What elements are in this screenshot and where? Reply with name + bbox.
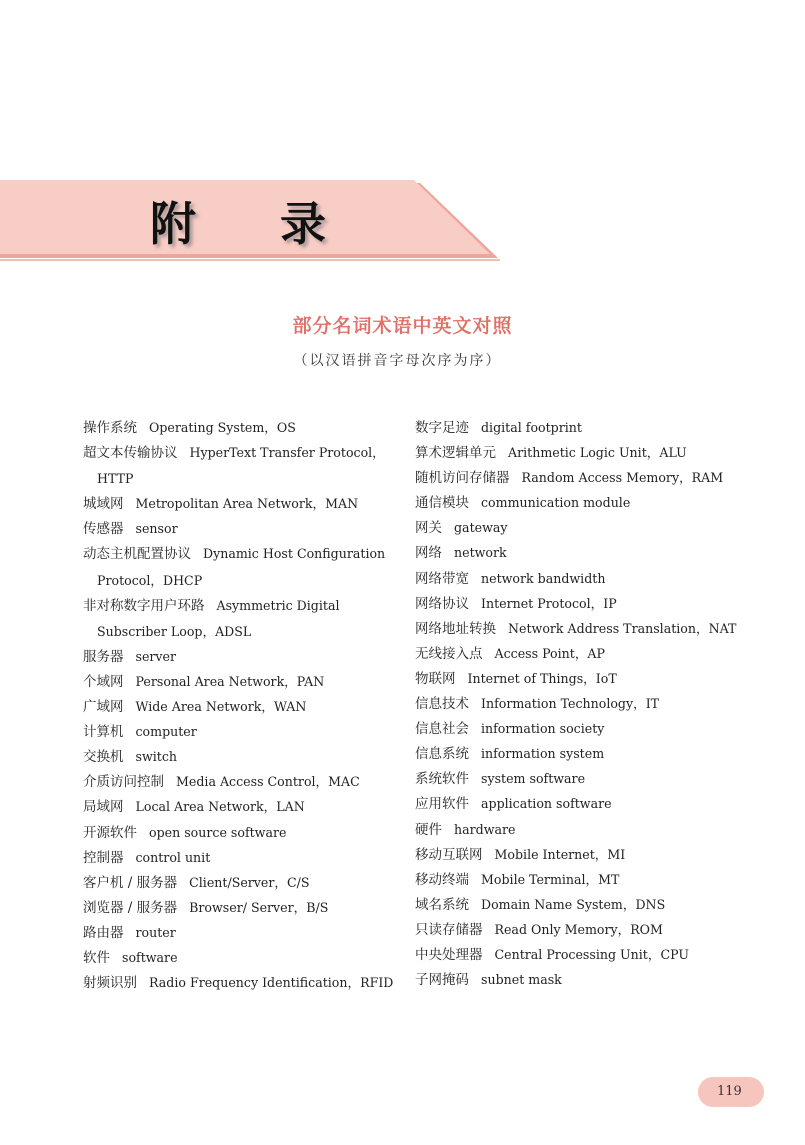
term-chinese: 软件 [83, 949, 110, 966]
glossary-entry [83, 920, 393, 945]
term-english: computer [135, 724, 197, 740]
term-chinese: 客户机 / 服务器 [83, 874, 178, 891]
term-english: Media Access Control，MAC [176, 774, 360, 790]
glossary-entry [415, 666, 745, 691]
glossary-entry [83, 945, 393, 970]
glossary-entry [83, 845, 393, 870]
term-english: communication module [481, 495, 631, 511]
glossary-entry [415, 540, 745, 565]
term-chinese: 射频识别 [83, 975, 137, 992]
page-number: 119 [717, 1084, 742, 1099]
term-english-continued: Subscriber Loop，ADSL [97, 623, 252, 639]
term-chinese: 个域网 [83, 673, 124, 690]
term-english: switch [135, 749, 177, 765]
glossary-entry [415, 691, 745, 716]
term-english: router [135, 924, 176, 940]
term-chinese: 应用软件 [415, 796, 469, 813]
term-english: information society [481, 721, 605, 737]
term-chinese: 网关 [415, 520, 442, 537]
term-english: Radio Frequency Identification，RFID [149, 975, 394, 991]
term-english: network [454, 545, 507, 561]
section-title: 部分名词术语中英文对照 [292, 315, 513, 337]
term-chinese: 浏览器 / 服务器 [83, 899, 178, 916]
term-english: Client/Server，C/S [189, 874, 310, 890]
term-chinese: 广域网 [83, 699, 124, 716]
term-chinese: 无线接入点 [415, 645, 483, 662]
term-english: system software [481, 771, 586, 787]
term-english: Network Address Translation，NAT [508, 620, 737, 636]
glossary-entry [83, 541, 393, 592]
term-english: Operating System，OS [149, 420, 296, 435]
term-english: subnet mask [481, 972, 562, 988]
glossary-entry [415, 490, 745, 515]
glossary-entry [415, 791, 745, 816]
glossary-entry [415, 616, 745, 641]
glossary-entry [415, 892, 745, 917]
term-english: Domain Name System，DNS [481, 896, 666, 912]
term-english: software [122, 949, 178, 965]
term-english: application software [481, 796, 612, 812]
glossary-entry [415, 967, 745, 992]
term-english: Personal Area Network，PAN [135, 673, 325, 689]
term-english: information system [481, 746, 605, 762]
term-chinese: 路由器 [83, 924, 124, 941]
term-english: Internet of Things，IoT [467, 670, 617, 686]
term-chinese: 计算机 [83, 724, 124, 741]
term-english: Random Access Memory，RAM [521, 470, 724, 486]
glossary-entry [415, 766, 745, 791]
term-chinese: 信息社会 [415, 721, 469, 738]
term-english: Internet Protocol，IP [481, 595, 617, 611]
glossary-entry [83, 491, 393, 516]
glossary-entry [83, 440, 393, 491]
term-english: Read Only Memory，ROM [494, 921, 663, 937]
term-chinese: 随机访问存储器 [415, 470, 510, 487]
glossary-entry [83, 669, 393, 694]
term-chinese: 动态主机配置协议 [83, 546, 191, 563]
term-english: digital footprint [481, 420, 582, 435]
term-chinese: 交换机 [83, 749, 124, 766]
glossary-entry [415, 415, 745, 440]
term-chinese: 介质访问控制 [83, 774, 164, 791]
term-chinese: 域名系统 [415, 896, 469, 913]
glossary-entry [83, 415, 393, 440]
term-chinese: 开源软件 [83, 824, 137, 841]
term-english: Arithmetic Logic Unit，ALU [508, 445, 687, 461]
glossary-entry [415, 440, 745, 465]
glossary-right-column [415, 415, 745, 992]
appendix-title: 附 录 [150, 197, 361, 251]
term-english: network bandwidth [481, 570, 606, 586]
glossary-entry [415, 842, 745, 867]
term-chinese: 操作系统 [83, 420, 137, 436]
term-chinese: 信息系统 [415, 746, 469, 763]
glossary-entry [83, 644, 393, 669]
term-english: sensor [135, 521, 178, 537]
term-chinese: 传感器 [83, 521, 124, 538]
term-chinese: 移动终端 [415, 871, 469, 888]
term-english: Access Point，AP [494, 645, 605, 661]
glossary-entry [415, 515, 745, 540]
glossary-entry [415, 942, 745, 967]
term-chinese: 服务器 [83, 648, 124, 665]
glossary-entry [83, 694, 393, 719]
term-english: Browser/ Server，B/S [189, 899, 329, 915]
glossary-entry [415, 591, 745, 616]
term-chinese: 只读存储器 [415, 921, 483, 938]
term-chinese: 非对称数字用户环路 [83, 597, 205, 614]
term-english: control unit [135, 849, 211, 865]
term-english: Information Technology，IT [481, 696, 660, 712]
term-english: Metropolitan Area Network，MAN [135, 496, 359, 512]
term-chinese: 硬件 [415, 821, 442, 838]
term-english: open source software [149, 824, 287, 840]
term-chinese: 算术逻辑单元 [415, 445, 496, 462]
term-english: Mobile Internet，MI [494, 846, 626, 862]
term-english: server [135, 648, 177, 664]
glossary-entry [83, 895, 393, 920]
term-chinese: 网络地址转换 [415, 620, 496, 637]
term-chinese: 网络带宽 [415, 570, 469, 587]
term-english: Dynamic Host Configuration [203, 546, 386, 562]
glossary-entry [83, 794, 393, 819]
term-chinese: 信息技术 [415, 696, 469, 713]
glossary-entry [415, 741, 745, 766]
term-chinese: 系统软件 [415, 771, 469, 788]
term-chinese: 网络协议 [415, 595, 469, 612]
term-chinese: 子网掩码 [415, 972, 469, 989]
glossary-entry [415, 917, 745, 942]
glossary-entry [83, 719, 393, 744]
term-english: Mobile Terminal，MT [481, 871, 620, 887]
glossary-entry [415, 867, 745, 892]
glossary-entry [83, 744, 393, 769]
sort-order-note: （以汉语拼音字母次序为序） [293, 353, 502, 369]
term-chinese: 超文本传输协议 [83, 445, 178, 462]
term-english-continued: Protocol，DHCP [97, 572, 203, 588]
term-chinese: 通信模块 [415, 495, 469, 512]
term-english: Central Processing Unit，CPU [494, 946, 689, 962]
term-chinese: 网络 [415, 545, 442, 562]
glossary-entry [415, 465, 745, 490]
term-chinese: 移动互联网 [415, 846, 483, 863]
glossary-entry [83, 593, 393, 644]
term-chinese: 局域网 [83, 799, 124, 816]
glossary-left-column [83, 415, 393, 995]
term-english: Asymmetric Digital [216, 597, 340, 613]
term-english: Local Area Network，LAN [135, 799, 305, 815]
term-chinese: 中央处理器 [415, 946, 483, 963]
glossary-entry [415, 566, 745, 591]
term-english: hardware [454, 821, 516, 837]
glossary-entry [83, 516, 393, 541]
term-chinese: 控制器 [83, 849, 124, 866]
term-english-continued: HTTP [97, 471, 134, 487]
glossary-entry [83, 769, 393, 794]
glossary-entry [83, 870, 393, 895]
term-chinese: 物联网 [415, 670, 456, 687]
glossary-entry [415, 641, 745, 666]
glossary-entry [415, 817, 745, 842]
term-chinese: 数字足迹 [415, 420, 469, 436]
term-english: HyperText Transfer Protocol， [189, 445, 385, 461]
term-english: gateway [454, 520, 508, 536]
term-chinese: 城域网 [83, 496, 124, 513]
glossary-entry [83, 970, 393, 995]
glossary-entry [83, 820, 393, 845]
term-english: Wide Area Network，WAN [135, 699, 307, 715]
glossary-entry [415, 716, 745, 741]
